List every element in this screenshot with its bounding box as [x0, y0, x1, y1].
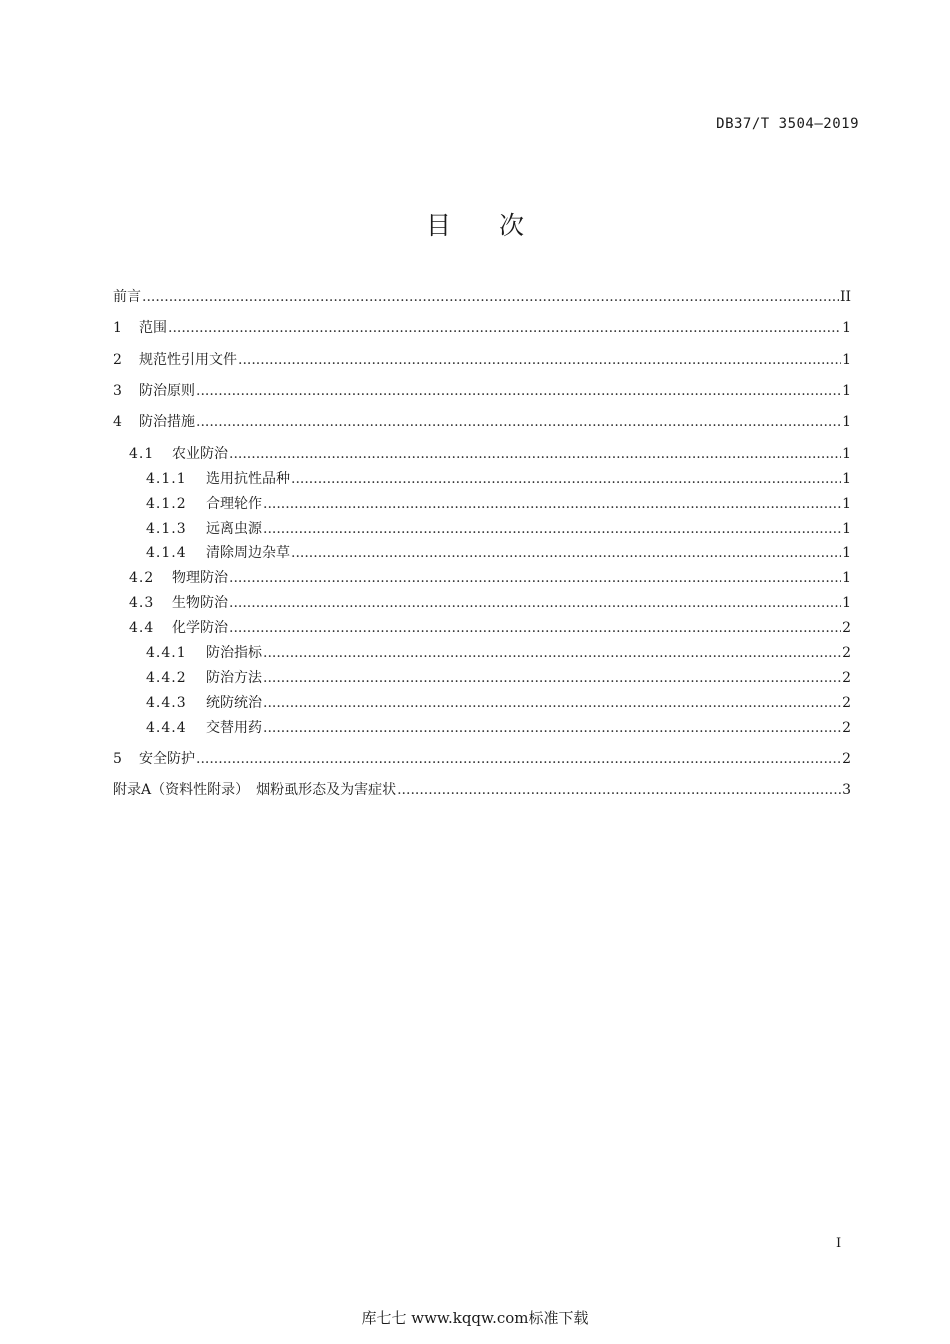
toc-entry-number: 3 [113, 383, 122, 399]
footer-watermark: 库七七 www.kqqw.com标准下载 [361, 1309, 589, 1327]
toc-entry-label: 物理防治 [172, 570, 228, 586]
toc-entry-number: 4.1.3 [146, 521, 187, 537]
toc-dot-leader [196, 411, 841, 433]
toc-dot-leader [196, 380, 841, 402]
toc-dot-leader [263, 518, 841, 540]
toc-entry-label: 交替用药 [206, 720, 262, 736]
toc-entry-page: 1 [842, 570, 851, 586]
toc-entry-number: 4.2 [129, 570, 155, 586]
toc-entry-label: 前言 [113, 289, 141, 305]
toc-dot-leader [263, 493, 841, 515]
toc-entry-page: 2 [842, 720, 851, 736]
toc-entry[interactable] [113, 380, 851, 402]
toc-entry-label: 化学防治 [172, 620, 228, 636]
toc-dot-leader [196, 748, 841, 770]
toc-entry[interactable] [146, 468, 851, 490]
toc-entry-label: 远离虫源 [206, 521, 262, 537]
toc-entry-page: 1 [842, 471, 851, 487]
toc-entry-label: 选用抗性品种 [206, 471, 290, 487]
toc-entry[interactable] [129, 443, 851, 465]
toc-entry-label: 合理轮作 [206, 496, 262, 512]
toc-entry[interactable] [129, 617, 851, 639]
toc-entry-number: 4.1.1 [146, 471, 187, 487]
toc-dot-leader [229, 592, 841, 614]
toc-entry-number: 4.1.4 [146, 545, 187, 561]
toc-entry-number: 4.4 [129, 620, 155, 636]
toc-entry[interactable] [113, 411, 851, 433]
toc-entry-label: 范围 [139, 320, 167, 336]
toc-dot-leader [168, 317, 841, 339]
toc-entry-page: 1 [842, 383, 851, 399]
toc-entry-page: 1 [842, 414, 851, 430]
toc-entry-label: 农业防治 [172, 446, 228, 462]
toc-entry-page: 2 [842, 695, 851, 711]
toc-dot-leader [229, 443, 841, 465]
toc-entry[interactable] [129, 567, 851, 589]
toc-entry-number: 5 [113, 751, 122, 767]
toc-entry-page: 1 [842, 352, 851, 368]
toc-entry[interactable] [113, 779, 851, 801]
toc-dot-leader [263, 717, 841, 739]
toc-entry[interactable] [146, 518, 851, 540]
toc-entry[interactable] [113, 349, 851, 371]
toc-entry-label: 附录A（资料性附录） 烟粉虱形态及为害症状 [113, 782, 397, 798]
toc-entry-number: 4.4.2 [146, 670, 187, 686]
toc-entry-page: 2 [842, 670, 851, 686]
toc-entry[interactable] [146, 642, 851, 664]
toc-entry-label: 防治指标 [206, 645, 262, 661]
toc-entry-number: 4.1 [129, 446, 155, 462]
toc-entry-number: 4.4.4 [146, 720, 187, 736]
toc-entry-page: 2 [842, 645, 851, 661]
toc-entry-number: 1 [113, 320, 122, 336]
toc-entry-page: 1 [842, 521, 851, 537]
toc-entry-page: 1 [842, 320, 851, 336]
document-code: DB37/T 3504—2019 [716, 116, 859, 132]
toc-entry-label: 防治方法 [206, 670, 262, 686]
page-title [0, 206, 950, 242]
toc-dot-leader [263, 642, 841, 664]
toc-entry[interactable] [113, 748, 851, 770]
toc-entry-number: 4.1.2 [146, 496, 187, 512]
toc-entry-page: II [839, 289, 851, 305]
toc-entry-number: 4.3 [129, 595, 155, 611]
toc-entry-label: 统防统治 [206, 695, 262, 711]
toc-entry-label: 规范性引用文件 [139, 352, 237, 368]
toc-entry-page: 1 [842, 446, 851, 462]
toc-entry-number: 4 [113, 414, 122, 430]
title-char-1: 目 [425, 211, 451, 240]
toc-entry-page: 3 [842, 782, 851, 798]
toc-entry[interactable] [146, 542, 851, 564]
toc-dot-leader [291, 468, 841, 490]
title-char-2: 次 [499, 211, 525, 240]
toc-entry-number: 4.4.3 [146, 695, 187, 711]
toc-entry-page: 1 [842, 545, 851, 561]
toc-entry[interactable] [146, 692, 851, 714]
toc-dot-leader [397, 779, 841, 801]
toc-entry-number: 2 [113, 352, 122, 368]
toc-entry[interactable] [146, 667, 851, 689]
toc-dot-leader [238, 349, 841, 371]
toc-entry-page: 2 [842, 620, 851, 636]
toc-entry[interactable] [113, 317, 851, 339]
toc-entry[interactable] [113, 286, 851, 308]
toc-entry-label: 防治措施 [139, 414, 195, 430]
toc-entry-label: 防治原则 [139, 383, 195, 399]
toc-entry-label: 安全防护 [139, 751, 195, 767]
toc-dot-leader [142, 286, 839, 308]
toc-entry[interactable] [146, 493, 851, 515]
page-number: I [836, 1236, 842, 1251]
toc-entry[interactable] [146, 717, 851, 739]
toc-entry-page: 1 [842, 595, 851, 611]
toc-entry-page: 1 [842, 496, 851, 512]
toc-dot-leader [229, 617, 841, 639]
toc-dot-leader [263, 692, 841, 714]
toc-dot-leader [291, 542, 841, 564]
toc-entry-number: 4.4.1 [146, 645, 187, 661]
toc-dot-leader [229, 567, 841, 589]
toc-entry-page: 2 [842, 751, 851, 767]
toc-entry-label: 清除周边杂草 [206, 545, 290, 561]
toc-dot-leader [263, 667, 841, 689]
toc-entry-label: 生物防治 [172, 595, 228, 611]
toc-entry[interactable] [129, 592, 851, 614]
